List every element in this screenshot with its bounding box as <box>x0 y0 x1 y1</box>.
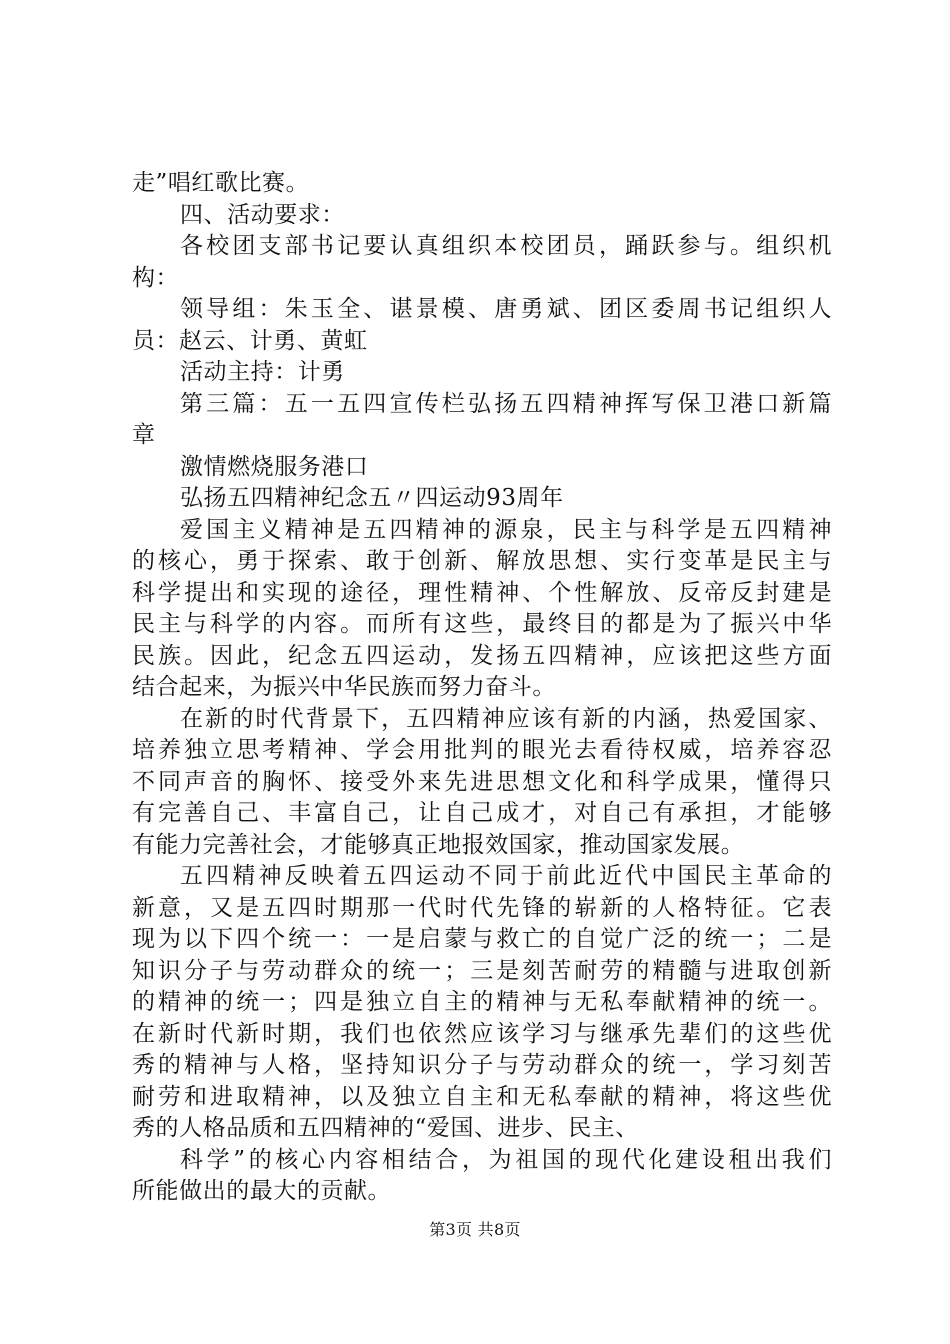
text-line: 四、活动要求： <box>180 201 345 228</box>
text-line: 员：赵云、计勇、黄虹 <box>132 327 368 354</box>
text-line: 知识分子与劳动群众的统一；三是刻苦耐劳的精髓与进取创新 <box>132 957 832 984</box>
text-line: 各校团支部书记要认真组织本校团员，踊跃参与。组织机 <box>180 233 832 259</box>
text-line: 激情燃烧服务港口 <box>180 453 369 480</box>
text-line: 科学提出和实现的途径，理性精神、个性解放、反帝反封建是 <box>132 579 832 606</box>
text-line: 现为以下四个统一：一是启蒙与救亡的自觉广泛的统一；二是 <box>132 926 832 952</box>
text-line: 弘扬五四精神纪念五〃四运动93周年 <box>180 485 564 511</box>
text-line: 在新时代新时期，我们也依然应该学习与继承先辈们的这些优 <box>132 1020 832 1047</box>
text-line: 所能做出的最大的贡献。 <box>132 1178 392 1204</box>
text-line: 走”唱红歌比赛。 <box>132 170 310 196</box>
text-line: 构： <box>132 264 180 291</box>
text-line: 民族。因此，纪念五四运动，发扬五四精神，应该把这些方面 <box>132 642 832 669</box>
text-line: 新意，又是五四时期那一代时代先锋的崭新的人格特征。它表 <box>132 894 832 921</box>
text-line: 结合起来，为振兴中华民族而努力奋斗。 <box>132 674 556 700</box>
text-line: 章 <box>132 422 156 448</box>
text-line: 有能力完善社会，才能够真正地报效国家，推动国家发展。 <box>132 831 745 858</box>
text-line: 耐劳和进取精神，以及独立自主和无私奉献的精神，将这些优 <box>132 1083 832 1110</box>
text-line: 民主与科学的内容。而所有这些，最终目的都是为了振兴中华 <box>132 611 832 637</box>
text-line: 的核心，勇于探索、敢于创新、解放思想、实行变革是民主与 <box>132 548 832 574</box>
text-line: 第三篇：五一五四宣传栏弘扬五四精神挥写保卫港口新篇 <box>180 390 832 417</box>
text-line: 的精神的统一；四是独立自主的精神与无私奉献精神的统一。 <box>132 989 832 1015</box>
text-line: 五四精神反映着五四运动不同于前此近代中国民主革命的 <box>180 863 832 889</box>
text-line: 领导组：朱玉全、谌景模、唐勇斌、团区委周书记组织人 <box>180 296 832 322</box>
text-line: 爱国主义精神是五四精神的源泉，民主与科学是五四精神 <box>180 516 832 543</box>
text-line: 秀的精神与人格，坚持知识分子与劳动群众的统一，学习刻苦 <box>132 1052 832 1078</box>
text-line: 在新的时代背景下，五四精神应该有新的内涵，热爱国家、 <box>180 705 832 732</box>
text-line: 有完善自己、丰富自己，让自己成才，对自己有承担，才能够 <box>132 800 832 826</box>
page-footer: 第3页 共8页 <box>429 1220 521 1239</box>
text-line: 活动主持：计勇 <box>180 359 345 385</box>
document-body <box>132 168 832 1208</box>
text-line: 不同声音的胸怀、接受外来先进思想文化和科学成果，懂得只 <box>132 768 832 795</box>
text-line: 培养独立思考精神、学会用批判的眼光去看待权威，培养容忍 <box>132 737 832 763</box>
text-line: 秀的人格品质和五四精神的“爱国、进步、民主、 <box>132 1115 639 1141</box>
text-line: 科学”的核心内容相结合，为祖国的现代化建设租出我们 <box>180 1146 832 1173</box>
